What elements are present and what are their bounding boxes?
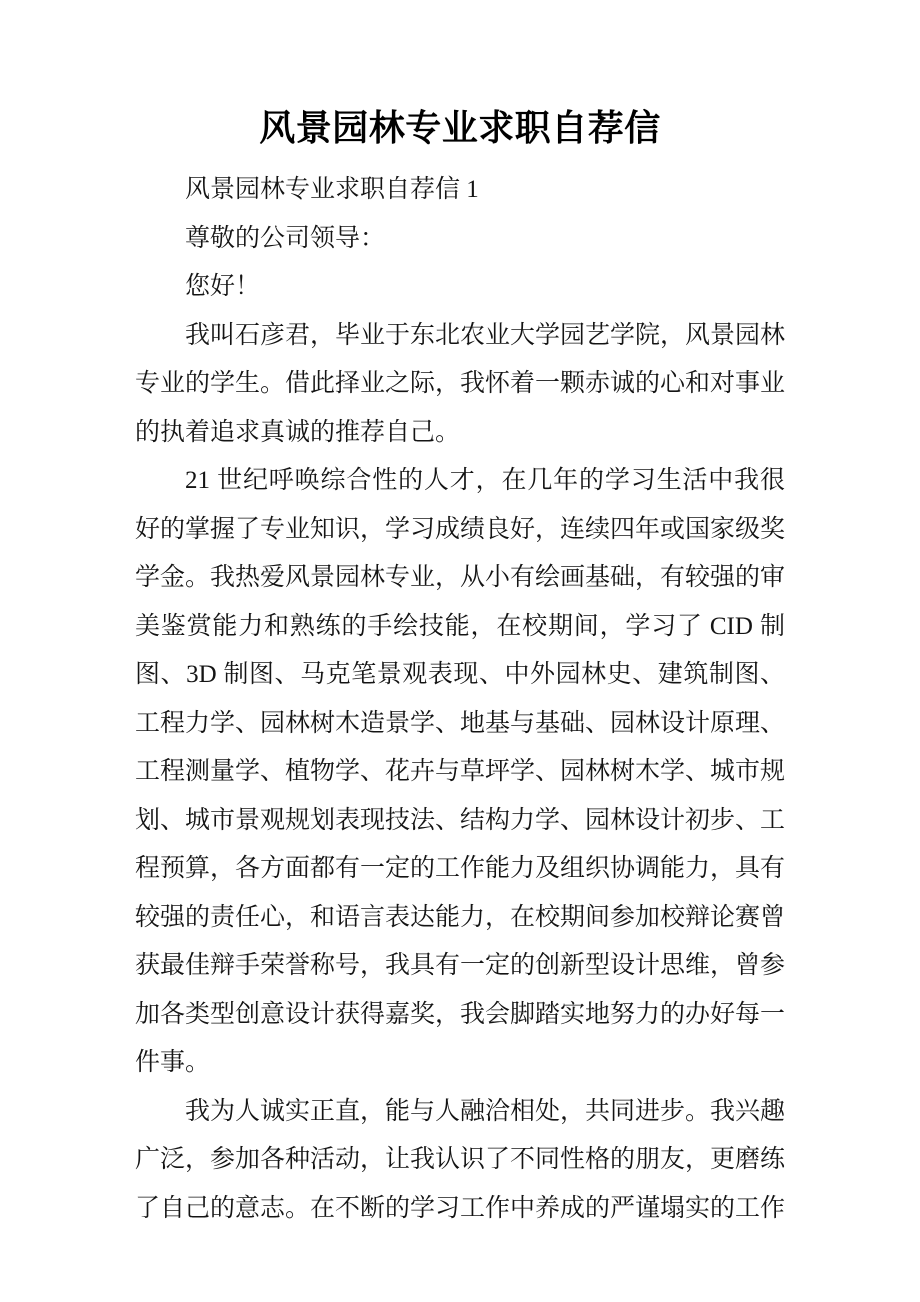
paragraph-greeting: 您好！ xyxy=(185,273,261,300)
paragraph-salutation: 尊敬的公司领导： xyxy=(185,224,386,252)
paragraph-personality: 我为人诚实正直，能与人融洽相处，共同进步。我兴趣广泛，参加各种活动，让我认识了不同性格的朋友，更磨练了自己的意志。在不断的学习工作中养成的严谨塌实的工作 xyxy=(135,1097,786,1222)
paragraph-intro: 我叫石彦君，毕业于东北农业大学园艺学院，风景园林专业的学生。借此择业之际，我怀着一颗赤诚的心和对事业的执着追求真诚的推荐自己。 xyxy=(135,321,786,446)
paragraph-skills: 21 世纪呼唤综合性的人才，在几年的学习生活中我很好的掌握了专业知识，学习成绩良好，连续四年或国家级奖学金。我热爱风景园林专业，从小有绘画基础，有较强的审美鉴赏能力和熟练的手绘技能，在校期间，学习了 CID 制图、3D 制图、马克笔景观表现、中外园林史、建筑制图、工程力学、园林树木造景学、地基与基础、园林设计原理、工程测量学、植物学、花卉与草坪学、园林树木学、城市规划、城市景观规划表现技法、结构力学、园林设计初步、工程预算，各方面都有一定的工作能力及组织协调能力，具有较强的责任心，和语言表达能力，在校期间参加校辩论赛曾获最佳辩手荣誉称号，我具有一定的创新型设计思维，曾参加各类型创意设计获得嘉奖，我会脚踏实地努力的办好每一件事。 xyxy=(135,467,786,1076)
document-title: 风景园林专业求职自荐信 xyxy=(259,107,661,148)
paragraph-subtitle: 风景园林专业求职自荐信 1 xyxy=(185,176,479,203)
document-body xyxy=(135,150,785,1233)
